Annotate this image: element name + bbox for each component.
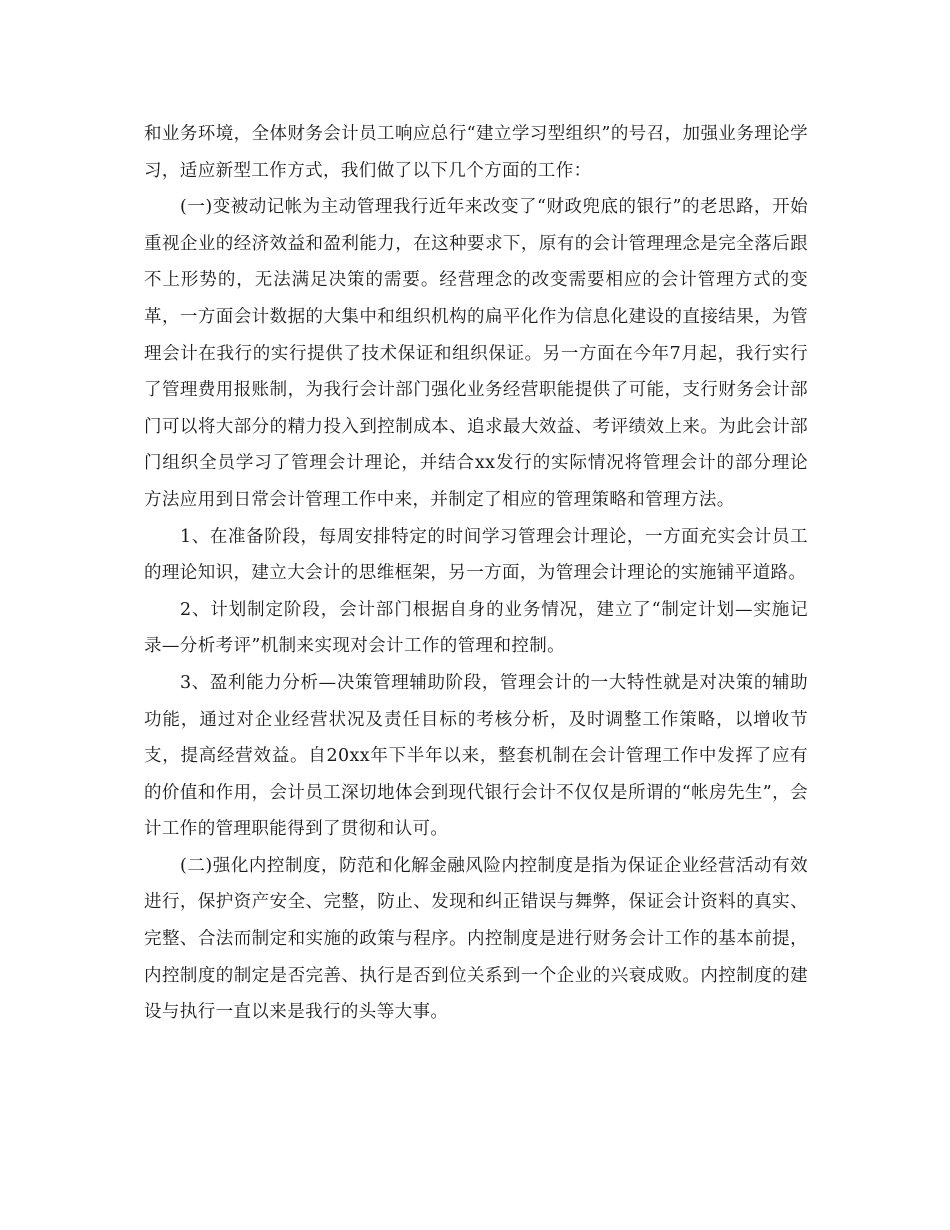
paragraph-item-3: 3、盈利能力分析—决策管理辅助阶段，管理会计的一大特性就是对决策的辅助功能，通过对企业经营状况及责任目标的考核分析，及时调整工作策略，以增收节支，提高经营效益。自20xx年下半年以来，整套机制在会计管理工作中发挥了应有的价值和作用，会计员工深切地体会到现代银行会计不仅仅是所谓的“帐房先生”，会计工作的管理职能得到了贯彻和认可。 <box>144 672 808 840</box>
paragraph-item-2: 2、计划制定阶段，会计部门根据自身的业务情况，建立了“制定计划—实施记录—分析考评”机制来实现对会计工作的管理和控制。 <box>144 599 808 657</box>
paragraph-continuation: 和业务环境，全体财务会计员工响应总行“建立学习型组织”的号召，加强业务理论学习，适应新型工作方式，我们做了以下几个方面的工作： <box>144 124 808 181</box>
paragraph-section-2: (二)强化内控制度，防范和化解金融风险内控制度是指为保证企业经营活动有效进行，保护资产安全、完整，防止、发现和纠正错误与舞弊，保证会计资料的真实、完整、合法而制定和实施的政策与程序。内控制度是进行财务会计工作的基本前提，内控制度的制定是否完善、执行是否到位关系到一个企业的兴衰成败。内控制度的建设与执行一直以来是我行的头等大事。 <box>144 855 808 1023</box>
paragraph-section-1: (一)变被动记帐为主动管理我行近年来改变了“财政兜底的银行”的老思路，开始重视企业的经济效益和盈利能力，在这种要求下，原有的会计管理理念是完全落后跟不上形势的，无法满足决策的需要。经营理念的改变需要相应的会计管理方式的变革，一方面会计数据的大集中和组织机构的扁平化作为信息化建设的直接结果，为管理会计在我行的实行提供了技术保证和组织保证。另一方面在今年7月起，我行实行了管理费用报账制，为我行会计部门强化业务经营职能提供了可能，支行财务会计部门可以将大部分的精力投入到控制成本、追求最大效益、考评绩效上来。为此会计部门组织全员学习了管理会计理论，并结合xx发行的实际情况将管理会计的部分理论方法应用到日常会计管理工作中来，并制定了相应的管理策略和管理方法。 <box>144 197 808 510</box>
document-body <box>144 116 808 1031</box>
paragraph-item-1: 1、在准备阶段，每周安排特定的时间学习管理会计理论，一方面充实会计员工的理论知识，建立大会计的思维框架，另一方面，为管理会计理论的实施铺平道路。 <box>144 526 808 584</box>
